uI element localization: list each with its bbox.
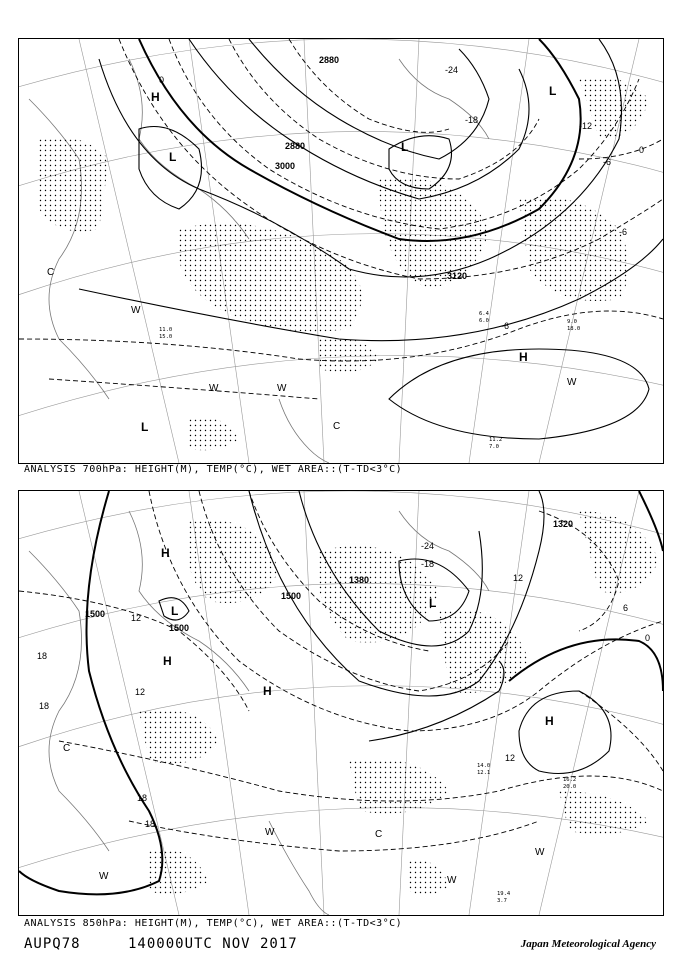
temp-label: 12 — [505, 753, 516, 763]
temp-label: 18 — [37, 651, 48, 661]
region-mark: W — [209, 383, 219, 394]
region-mark: W — [131, 305, 141, 316]
station-value: 11.2 — [489, 437, 503, 443]
low-west-label: L — [169, 150, 177, 164]
station-value: 18.0 — [567, 326, 581, 332]
region-mark: W — [277, 383, 287, 394]
temp-label: 0 — [645, 633, 651, 643]
temp-label: 12 — [513, 573, 524, 583]
high-west-2-label: H — [163, 654, 172, 668]
temp-label: -18 — [465, 115, 479, 125]
region-mark: W — [535, 847, 545, 858]
station-value: 11.0 — [159, 327, 173, 333]
temp-label: 0 — [639, 145, 645, 155]
temp-label: 6 — [623, 603, 629, 613]
temp-label: -6 — [501, 321, 510, 331]
high-southeast-label: H — [519, 350, 528, 364]
low-center-label: L — [429, 596, 437, 610]
station-value: 19.4 — [497, 891, 511, 897]
height-label: 3000 — [275, 161, 296, 171]
high-north-left-label: H — [151, 90, 160, 104]
height-label: 3120 — [447, 271, 468, 281]
station-value: 12.1 — [477, 770, 491, 776]
region-mark: W — [447, 875, 457, 886]
region-mark: C — [47, 267, 55, 278]
high-center-label: H — [263, 684, 272, 698]
high-southeast-label: H — [545, 714, 554, 728]
height-label: 1320 — [553, 519, 574, 529]
caption-850hpa: ANALYSIS 850hPa: HEIGHT(M), TEMP(°C), WET AREA::(T-TD<3°C) — [24, 918, 403, 929]
valid-time: 140000UTC NOV 2017 — [128, 936, 298, 952]
temp-label: 12 — [131, 613, 142, 623]
map-850hpa-canvas — [19, 491, 663, 915]
map-panel-700hpa — [18, 38, 664, 464]
caption-700hpa: ANALYSIS 700hPa: HEIGHT(M), TEMP(°C), WET AREA::(T-TD<3°C) — [24, 464, 403, 475]
region-mark: C — [333, 421, 341, 432]
temp-label: -18 — [421, 559, 435, 569]
height-label: 2880 — [285, 141, 306, 151]
map-panel-850hpa — [18, 490, 664, 916]
height-label: 1500 — [281, 591, 302, 601]
region-mark: C — [375, 829, 383, 840]
station-value: 16.2 — [563, 777, 577, 783]
station-value: 3.7 — [497, 898, 507, 904]
low-west-label: L — [171, 604, 179, 618]
high-north-label: H — [161, 546, 170, 560]
height-label: 1380 — [349, 575, 370, 585]
temp-label: 18 — [137, 793, 148, 803]
low-northeast-label: L — [549, 84, 557, 98]
height-label: 1500 — [85, 609, 106, 619]
height-label: 2880 — [319, 55, 340, 65]
temp-label: -6 — [619, 227, 628, 237]
temp-label: -6 — [603, 157, 612, 167]
station-value: 6.0 — [479, 318, 489, 324]
temp-label: -24 — [445, 65, 459, 75]
region-mark: C — [63, 743, 71, 754]
region-mark: W — [265, 827, 275, 838]
station-value: 9.0 — [567, 319, 577, 325]
temp-label: 12 — [135, 687, 146, 697]
map-700hpa-canvas — [19, 39, 663, 463]
station-value: 7.0 — [489, 444, 499, 450]
temp-label: 18 — [145, 819, 156, 829]
station-value: 15.0 — [159, 334, 173, 340]
region-mark: W — [567, 377, 577, 388]
station-value: 20.0 — [563, 784, 577, 790]
station-value: 14.0 — [477, 763, 491, 769]
agency-name: Japan Meteorological Agency — [520, 938, 656, 950]
low-southwest-label: L — [141, 420, 149, 434]
temp-label: -12 — [579, 121, 593, 131]
station-value: 6.4 — [479, 311, 489, 317]
temp-label: 18 — [39, 701, 50, 711]
temp-label: -24 — [421, 541, 435, 551]
region-mark: W — [99, 871, 109, 882]
low-center-label: L — [401, 140, 409, 154]
product-id: AUPQ78 — [24, 936, 81, 952]
region-marks — [63, 743, 545, 886]
temp-label: 0 — [159, 75, 165, 85]
wet-area-dots — [39, 77, 649, 451]
height-label: 1500 — [169, 623, 190, 633]
